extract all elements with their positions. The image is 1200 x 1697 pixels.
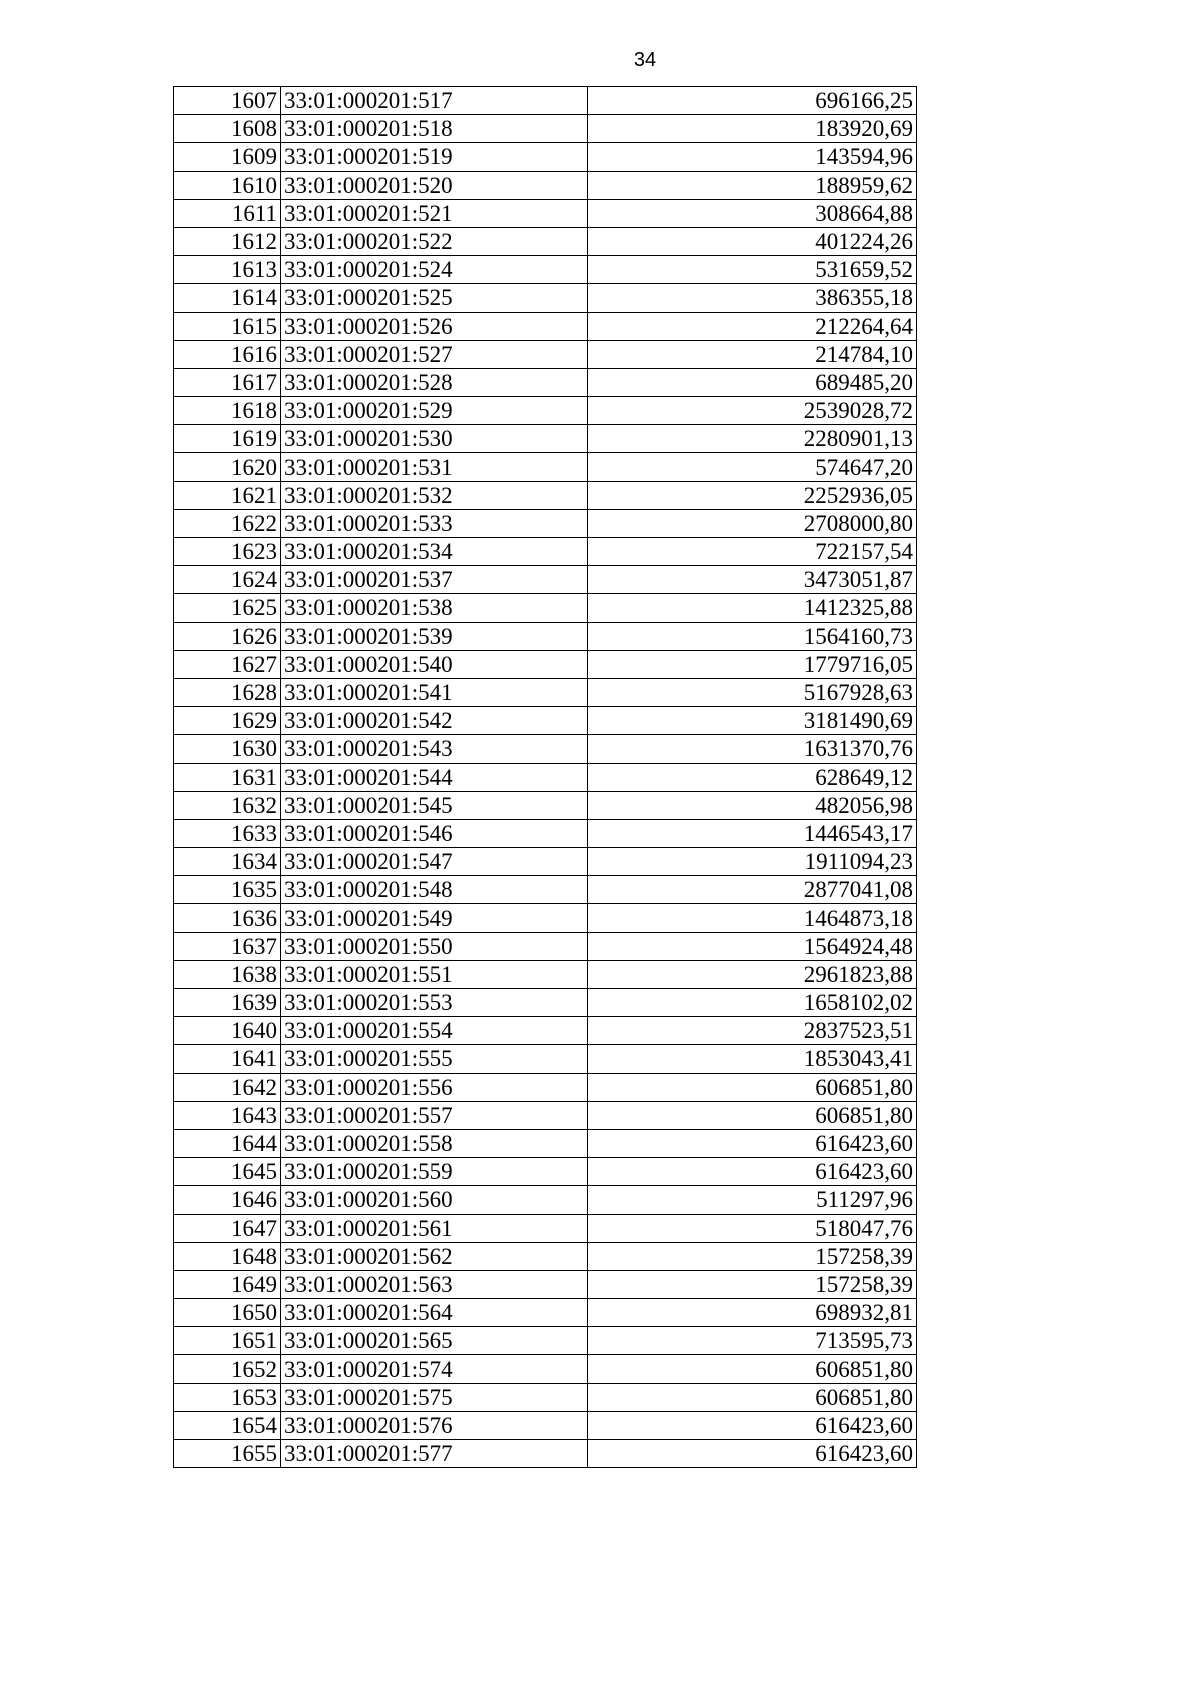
cadastral-value-cell: 482056,98 [588, 791, 917, 819]
table-row [174, 876, 917, 904]
table-row [174, 538, 917, 566]
cadastral-value-cell: 2252936,05 [588, 481, 917, 509]
table-row [174, 622, 917, 650]
row-number-cell: 1617 [174, 368, 281, 396]
row-number-cell: 1624 [174, 566, 281, 594]
cadastral-number-cell: 33:01:000201:542 [281, 707, 588, 735]
cadastral-value-cell: 2280901,13 [588, 425, 917, 453]
row-number-cell: 1614 [174, 284, 281, 312]
row-number-cell: 1651 [174, 1327, 281, 1355]
cadastral-number-cell: 33:01:000201:537 [281, 566, 588, 594]
table-row [174, 199, 917, 227]
row-number-cell: 1641 [174, 1045, 281, 1073]
table-row [174, 143, 917, 171]
table-row [174, 848, 917, 876]
cadastral-number-cell: 33:01:000201:546 [281, 819, 588, 847]
row-number-cell: 1609 [174, 143, 281, 171]
row-number-cell: 1654 [174, 1411, 281, 1439]
table-row [174, 87, 917, 115]
table-row [174, 227, 917, 255]
cadastral-value-cell: 616423,60 [588, 1411, 917, 1439]
table-row [174, 1045, 917, 1073]
cadastral-number-cell: 33:01:000201:543 [281, 735, 588, 763]
table-row [174, 1242, 917, 1270]
table-row [174, 1101, 917, 1129]
cadastral-value-cell: 1631370,76 [588, 735, 917, 763]
row-number-cell: 1633 [174, 819, 281, 847]
cadastral-value-cell: 2877041,08 [588, 876, 917, 904]
row-number-cell: 1647 [174, 1214, 281, 1242]
cadastral-number-cell: 33:01:000201:577 [281, 1440, 588, 1468]
table-row [174, 904, 917, 932]
row-number-cell: 1612 [174, 227, 281, 255]
cadastral-value-cell: 511297,96 [588, 1186, 917, 1214]
row-number-cell: 1643 [174, 1101, 281, 1129]
cadastral-value-cell: 401224,26 [588, 227, 917, 255]
cadastral-value-cell: 616423,60 [588, 1440, 917, 1468]
cadastral-number-cell: 33:01:000201:555 [281, 1045, 588, 1073]
cadastral-number-cell: 33:01:000201:524 [281, 256, 588, 284]
row-number-cell: 1638 [174, 960, 281, 988]
row-number-cell: 1640 [174, 1017, 281, 1045]
cadastral-number-cell: 33:01:000201:557 [281, 1101, 588, 1129]
row-number-cell: 1645 [174, 1158, 281, 1186]
cadastral-number-cell: 33:01:000201:553 [281, 989, 588, 1017]
page-number: 34 [633, 49, 657, 71]
cadastral-value-cell: 157258,39 [588, 1242, 917, 1270]
cadastral-value-cell: 713595,73 [588, 1327, 917, 1355]
table-row [174, 1214, 917, 1242]
table-row [174, 425, 917, 453]
cadastral-value-cell: 1853043,41 [588, 1045, 917, 1073]
row-number-cell: 1650 [174, 1299, 281, 1327]
table-row [174, 1411, 917, 1439]
row-number-cell: 1649 [174, 1270, 281, 1298]
cadastral-number-cell: 33:01:000201:560 [281, 1186, 588, 1214]
row-number-cell: 1619 [174, 425, 281, 453]
row-number-cell: 1648 [174, 1242, 281, 1270]
row-number-cell: 1621 [174, 481, 281, 509]
cadastral-value-cell: 188959,62 [588, 171, 917, 199]
cadastral-number-cell: 33:01:000201:575 [281, 1383, 588, 1411]
cadastral-value-cell: 696166,25 [588, 87, 917, 115]
row-number-cell: 1636 [174, 904, 281, 932]
table-row [174, 312, 917, 340]
table-row [174, 1158, 917, 1186]
row-number-cell: 1639 [174, 989, 281, 1017]
table-row [174, 256, 917, 284]
table-row [174, 1383, 917, 1411]
cadastral-number-cell: 33:01:000201:527 [281, 340, 588, 368]
cadastral-value-cell: 606851,80 [588, 1355, 917, 1383]
table-row [174, 1129, 917, 1157]
row-number-cell: 1629 [174, 707, 281, 735]
row-number-cell: 1644 [174, 1129, 281, 1157]
cadastral-value-cell: 2837523,51 [588, 1017, 917, 1045]
row-number-cell: 1608 [174, 115, 281, 143]
cadastral-number-cell: 33:01:000201:564 [281, 1299, 588, 1327]
table-row [174, 707, 917, 735]
cadastral-number-cell: 33:01:000201:538 [281, 594, 588, 622]
row-number-cell: 1611 [174, 199, 281, 227]
table-body [174, 87, 917, 1468]
row-number-cell: 1613 [174, 256, 281, 284]
row-number-cell: 1623 [174, 538, 281, 566]
table-row [174, 678, 917, 706]
cadastral-number-cell: 33:01:000201:565 [281, 1327, 588, 1355]
row-number-cell: 1652 [174, 1355, 281, 1383]
table-row [174, 171, 917, 199]
table-row [174, 932, 917, 960]
row-number-cell: 1627 [174, 650, 281, 678]
row-number-cell: 1620 [174, 453, 281, 481]
cadastral-value-cell: 2961823,88 [588, 960, 917, 988]
table-row [174, 397, 917, 425]
cadastral-value-cell: 1911094,23 [588, 848, 917, 876]
cadastral-number-cell: 33:01:000201:532 [281, 481, 588, 509]
table-row [174, 368, 917, 396]
row-number-cell: 1626 [174, 622, 281, 650]
table-row [174, 1440, 917, 1468]
cadastral-number-cell: 33:01:000201:520 [281, 171, 588, 199]
table-row [174, 763, 917, 791]
cadastral-number-cell: 33:01:000201:517 [281, 87, 588, 115]
table-row [174, 1270, 917, 1298]
table-row [174, 1299, 917, 1327]
cadastral-number-cell: 33:01:000201:558 [281, 1129, 588, 1157]
row-number-cell: 1655 [174, 1440, 281, 1468]
cadastral-value-cell: 3181490,69 [588, 707, 917, 735]
cadastral-number-cell: 33:01:000201:550 [281, 932, 588, 960]
row-number-cell: 1616 [174, 340, 281, 368]
table-row [174, 960, 917, 988]
cadastral-value-cell: 214784,10 [588, 340, 917, 368]
table-row [174, 1073, 917, 1101]
cadastral-number-cell: 33:01:000201:554 [281, 1017, 588, 1045]
table-row [174, 735, 917, 763]
cadastral-value-cell: 616423,60 [588, 1158, 917, 1186]
cadastral-number-cell: 33:01:000201:522 [281, 227, 588, 255]
cadastral-value-cell: 518047,76 [588, 1214, 917, 1242]
cadastral-value-cell: 1779716,05 [588, 650, 917, 678]
cadastral-value-table [173, 86, 917, 1468]
cadastral-value-cell: 1658102,02 [588, 989, 917, 1017]
cadastral-number-cell: 33:01:000201:545 [281, 791, 588, 819]
cadastral-number-cell: 33:01:000201:526 [281, 312, 588, 340]
table-row [174, 566, 917, 594]
cadastral-number-cell: 33:01:000201:574 [281, 1355, 588, 1383]
cadastral-value-cell: 722157,54 [588, 538, 917, 566]
row-number-cell: 1610 [174, 171, 281, 199]
cadastral-number-cell: 33:01:000201:576 [281, 1411, 588, 1439]
cadastral-number-cell: 33:01:000201:544 [281, 763, 588, 791]
cadastral-value-cell: 531659,52 [588, 256, 917, 284]
cadastral-number-cell: 33:01:000201:551 [281, 960, 588, 988]
cadastral-number-cell: 33:01:000201:561 [281, 1214, 588, 1242]
table-row [174, 284, 917, 312]
row-number-cell: 1632 [174, 791, 281, 819]
table-row [174, 650, 917, 678]
cadastral-value-cell: 3473051,87 [588, 566, 917, 594]
cadastral-number-cell: 33:01:000201:534 [281, 538, 588, 566]
row-number-cell: 1646 [174, 1186, 281, 1214]
cadastral-value-cell: 212264,64 [588, 312, 917, 340]
cadastral-number-cell: 33:01:000201:549 [281, 904, 588, 932]
row-number-cell: 1607 [174, 87, 281, 115]
cadastral-value-cell: 1564160,73 [588, 622, 917, 650]
cadastral-value-cell: 1412325,88 [588, 594, 917, 622]
row-number-cell: 1653 [174, 1383, 281, 1411]
cadastral-number-cell: 33:01:000201:541 [281, 678, 588, 706]
table-row [174, 481, 917, 509]
table-row [174, 819, 917, 847]
row-number-cell: 1637 [174, 932, 281, 960]
cadastral-value-cell: 143594,96 [588, 143, 917, 171]
cadastral-number-cell: 33:01:000201:528 [281, 368, 588, 396]
cadastral-value-cell: 308664,88 [588, 199, 917, 227]
table-row [174, 509, 917, 537]
row-number-cell: 1622 [174, 509, 281, 537]
table-row [174, 1017, 917, 1045]
cadastral-value-cell: 574647,20 [588, 453, 917, 481]
table-row [174, 791, 917, 819]
cadastral-number-cell: 33:01:000201:562 [281, 1242, 588, 1270]
row-number-cell: 1618 [174, 397, 281, 425]
cadastral-value-cell: 157258,39 [588, 1270, 917, 1298]
table-row [174, 1186, 917, 1214]
table-row [174, 989, 917, 1017]
row-number-cell: 1625 [174, 594, 281, 622]
table-row [174, 115, 917, 143]
cadastral-number-cell: 33:01:000201:556 [281, 1073, 588, 1101]
row-number-cell: 1642 [174, 1073, 281, 1101]
cadastral-number-cell: 33:01:000201:525 [281, 284, 588, 312]
cadastral-number-cell: 33:01:000201:563 [281, 1270, 588, 1298]
row-number-cell: 1634 [174, 848, 281, 876]
cadastral-number-cell: 33:01:000201:519 [281, 143, 588, 171]
cadastral-number-cell: 33:01:000201:521 [281, 199, 588, 227]
cadastral-value-cell: 606851,80 [588, 1101, 917, 1129]
cadastral-number-cell: 33:01:000201:559 [281, 1158, 588, 1186]
cadastral-value-cell: 5167928,63 [588, 678, 917, 706]
cadastral-value-cell: 2708000,80 [588, 509, 917, 537]
cadastral-number-cell: 33:01:000201:529 [281, 397, 588, 425]
row-number-cell: 1631 [174, 763, 281, 791]
cadastral-number-cell: 33:01:000201:533 [281, 509, 588, 537]
row-number-cell: 1635 [174, 876, 281, 904]
table-row [174, 1355, 917, 1383]
table-row [174, 340, 917, 368]
cadastral-value-cell: 606851,80 [588, 1383, 917, 1411]
cadastral-value-cell: 628649,12 [588, 763, 917, 791]
cadastral-number-cell: 33:01:000201:548 [281, 876, 588, 904]
cadastral-value-cell: 2539028,72 [588, 397, 917, 425]
cadastral-value-cell: 616423,60 [588, 1129, 917, 1157]
cadastral-value-cell: 1464873,18 [588, 904, 917, 932]
row-number-cell: 1628 [174, 678, 281, 706]
table-row [174, 1327, 917, 1355]
row-number-cell: 1630 [174, 735, 281, 763]
cadastral-number-cell: 33:01:000201:539 [281, 622, 588, 650]
table-row [174, 453, 917, 481]
cadastral-number-cell: 33:01:000201:530 [281, 425, 588, 453]
cadastral-number-cell: 33:01:000201:531 [281, 453, 588, 481]
cadastral-value-cell: 698932,81 [588, 1299, 917, 1327]
cadastral-number-cell: 33:01:000201:540 [281, 650, 588, 678]
cadastral-value-cell: 1446543,17 [588, 819, 917, 847]
cadastral-value-cell: 183920,69 [588, 115, 917, 143]
cadastral-value-cell: 1564924,48 [588, 932, 917, 960]
cadastral-value-cell: 386355,18 [588, 284, 917, 312]
cadastral-value-cell: 606851,80 [588, 1073, 917, 1101]
cadastral-number-cell: 33:01:000201:518 [281, 115, 588, 143]
table-row [174, 594, 917, 622]
row-number-cell: 1615 [174, 312, 281, 340]
cadastral-number-cell: 33:01:000201:547 [281, 848, 588, 876]
cadastral-value-cell: 689485,20 [588, 368, 917, 396]
